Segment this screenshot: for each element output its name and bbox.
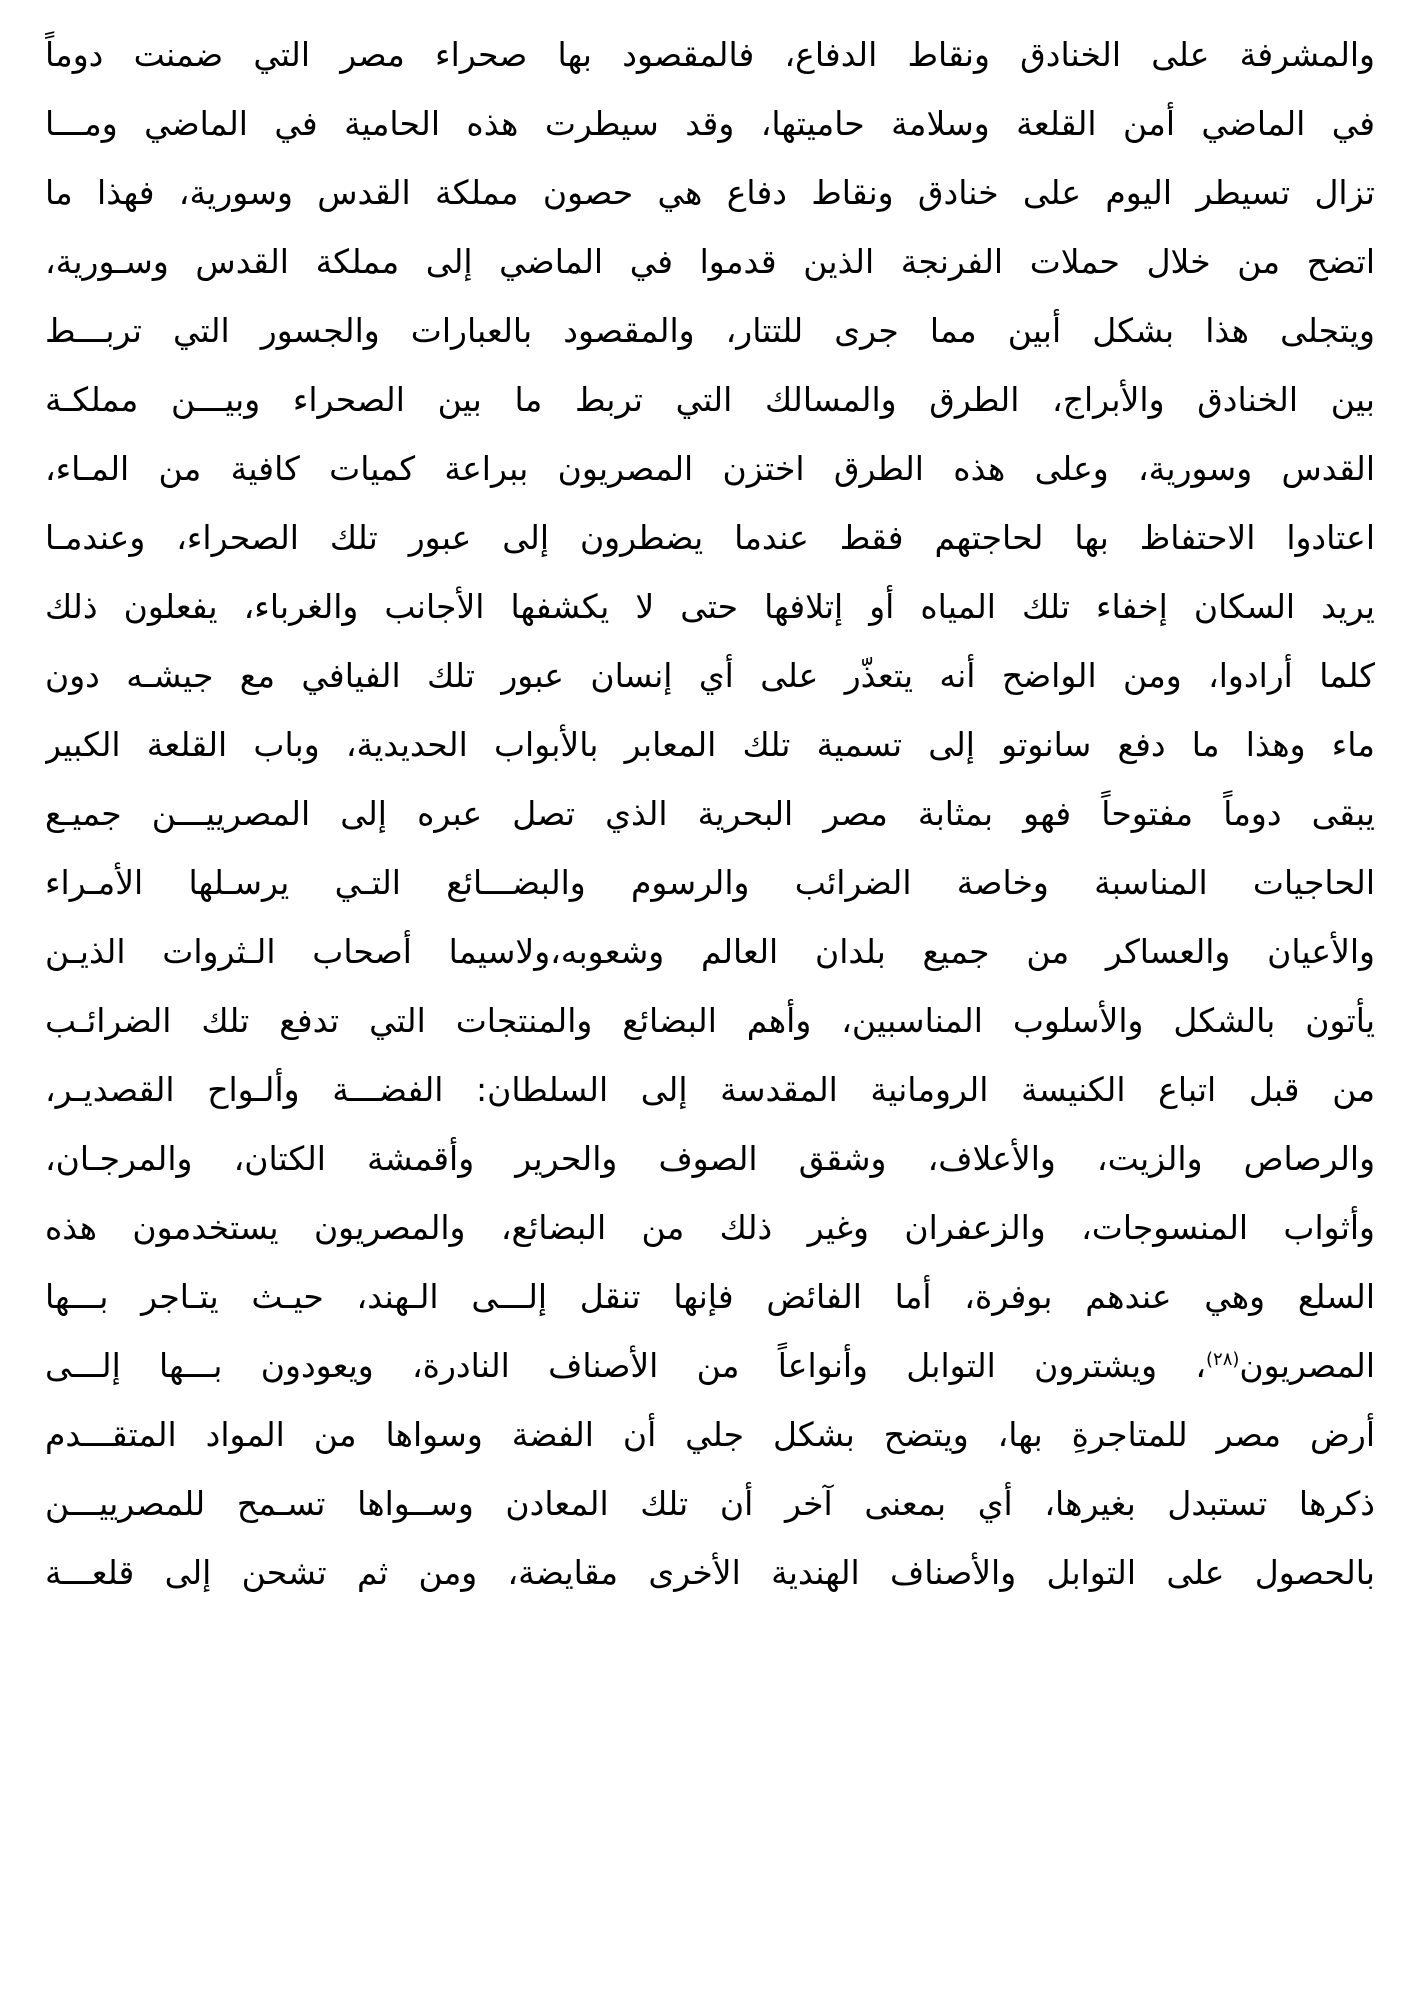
text-line-4: اتضح من خلال حملات الفرنجة الذين قدموا في الماضي إلى مملكة القدس وسـورية، bbox=[45, 242, 1375, 281]
text-line-19: السلع وهي عندهم بوفرة، أما الفائض فإنها تنقل إلـــى الـهند، حيـث يتـاجر بـــها bbox=[45, 1277, 1375, 1316]
text-line-23: بالحصول على التوابل والأصناف الهندية الأخرى مقايضة، ومن ثم تشحن إلى قلعـــة bbox=[45, 1553, 1375, 1592]
text-line-14: والأعيان والعساكر من جميع بلدان العالم وشعوبه،ولاسيما أصحاب الـثروات الذيـن bbox=[45, 932, 1375, 971]
text-line-9: يريد السكان إخفاء تلك المياه أو إتلافها حتى لا يكشفها الأجانب والغرباء، يفعلون ذلك bbox=[45, 587, 1375, 626]
document-page bbox=[45, 20, 1375, 1980]
text-line-20 bbox=[45, 1331, 1375, 1400]
text-line-12: يبقى دوماً مفتوحاً فهو بمثابة مصر البحرية الذي تصل عبره إلى المصرييـــن جميـع bbox=[45, 794, 1375, 833]
text-line-21: أرض مصر للمتاجرةِ بها، ويتضح بشكل جلي أن الفضة وسواها من المواد المتقـــدم bbox=[45, 1415, 1375, 1454]
text-line-18: وأثواب المنسوجات، والزعفران وغير ذلك من البضائع، والمصريون يستخدمون هذه bbox=[45, 1208, 1375, 1247]
text-line-16: من قبل اتباع الكنيسة الرومانية المقدسة إلى السلطان: الفضـــة وألـواح القصديـر، bbox=[45, 1070, 1375, 1109]
text-line-1: والمشرفة على الخنادق ونقاط الدفاع، فالمقصود بها صحراء مصر التي ضمنت دوماً bbox=[45, 35, 1375, 74]
text-line-22: ذكرها تستبدل بغيرها، أي بمعنى آخر أن تلك المعادن وســواها تسـمح للمصرييـــن bbox=[45, 1484, 1375, 1523]
text-line-13: الحاجيات المناسبة وخاصة الضرائب والرسوم والبضـــائع التـي يرسـلها الأمـراء bbox=[45, 863, 1375, 902]
footnote-marker: (٢٨) bbox=[1206, 1349, 1240, 1370]
text-line-10: كلما أرادوا، ومن الواضح أنه يتعذّر على أي إنسان عبور تلك الفيافي مع جيشـه دون bbox=[45, 656, 1375, 695]
text-line-6: بين الخنادق والأبراج، الطرق والمسالك التي تربط ما بين الصحراء وبيـــن مملكـة bbox=[45, 380, 1375, 419]
text-line-11: ماء وهذا ما دفع سانوتو إلى تسمية تلك المعابر بالأبواب الحديدية، وباب القلعة الكبير bbox=[45, 725, 1375, 764]
text-line-17: والرصاص والزيت، والأعلاف، وشقق الصوف والحرير وأقمشة الكتان، والمرجـان، bbox=[45, 1139, 1375, 1178]
text-line-5: ويتجلى هذا بشكل أبين مما جرى للتتار، والمقصود بالعبارات والجسور التي تربـــط bbox=[45, 311, 1375, 350]
text-line-8: اعتادوا الاحتفاظ بها لحاجتهم فقط عندما يضطرون إلى عبور تلك الصحراء، وعندمـا bbox=[45, 518, 1375, 557]
text-line-2: في الماضي أمن القلعة وسلامة حاميتها، وقد سيطرت هذه الحامية في الماضي ومـــا bbox=[45, 104, 1375, 143]
text-line-7: القدس وسورية، وعلى هذه الطرق اختزن المصريون ببراعة كميات كافية من المـاء، bbox=[45, 449, 1375, 488]
text-line-20-start: المصريون bbox=[1239, 1346, 1375, 1385]
text-line-15: يأتون بالشكل والأسلوب المناسبين، وأهم البضائع والمنتجات التي تدفع تلك الضرائـب bbox=[45, 1001, 1375, 1040]
text-line-20-rest: ، ويشترون التوابل وأنواعاً من الأصناف النادرة، ويعودون بـــها إلـــى bbox=[45, 1346, 1206, 1385]
text-line-3: تزال تسيطر اليوم على خنادق ونقاط دفاع هي حصون مملكة القدس وسورية، فهذا ما bbox=[45, 173, 1375, 212]
